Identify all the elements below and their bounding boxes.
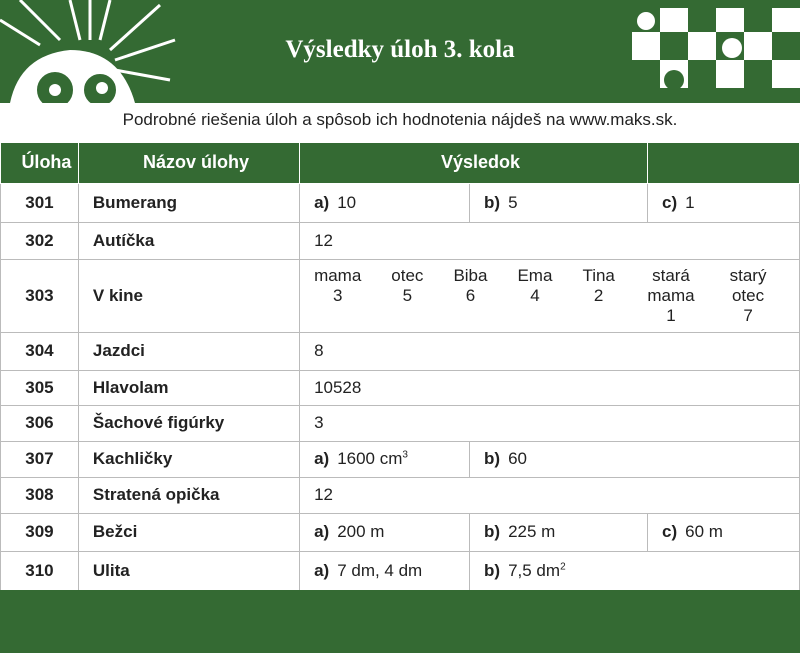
part-value: 60	[508, 449, 527, 468]
result-value: 10528	[300, 370, 800, 405]
result-b	[470, 513, 648, 551]
task-number: 310	[1, 551, 79, 591]
task-number: 301	[1, 183, 79, 222]
header-banner	[0, 0, 800, 103]
result-b	[470, 551, 800, 591]
table-row	[1, 332, 800, 370]
task-number: 308	[1, 477, 79, 513]
task-number: 302	[1, 222, 79, 259]
header-name: Názov úlohy	[78, 143, 299, 183]
part-label: b)	[484, 561, 501, 580]
part-value: 7 dm, 4 dm	[337, 561, 423, 580]
task-number: 305	[1, 370, 79, 405]
task-number: 303	[1, 259, 79, 332]
table-header-row	[1, 143, 800, 183]
task-name: Bežci	[78, 513, 299, 551]
task-name: Hlavolam	[78, 370, 299, 405]
table-row	[1, 441, 800, 477]
part-value: 200 m	[337, 522, 385, 541]
result-a	[300, 551, 470, 591]
part-value: 10	[337, 192, 357, 212]
task-number: 307	[1, 441, 79, 477]
person-result: starý otec 7	[729, 265, 767, 325]
table-row	[1, 551, 800, 591]
task-name: Autíčka	[78, 222, 299, 259]
result-a	[300, 513, 470, 551]
part-value: 5	[508, 192, 518, 212]
result-value: 3	[300, 405, 800, 441]
table-row	[1, 183, 800, 222]
part-label: c)	[662, 522, 678, 541]
table-row	[1, 370, 800, 405]
task-name: Jazdci	[78, 332, 299, 370]
header-task: Úloha	[1, 143, 79, 183]
exponent: 3	[402, 449, 408, 461]
task-name: Bumerang	[78, 183, 299, 222]
table-row	[1, 222, 800, 259]
person-result: mama 3	[314, 265, 362, 305]
result-value: 12	[300, 477, 800, 513]
task-number: 304	[1, 332, 79, 370]
part-value: 1600 cm	[337, 449, 403, 468]
header-empty	[648, 143, 800, 183]
task-name: V kine	[78, 259, 299, 332]
header-result: Výsledok	[300, 143, 648, 183]
footer-bar	[0, 590, 800, 653]
result-b	[470, 183, 648, 222]
result-a	[300, 183, 470, 222]
result-a	[300, 441, 470, 477]
part-label: a)	[314, 522, 330, 541]
subtitle: Podrobné riešenia úloh a spôsob ich hodnotenia nájdeš na www.maks.sk.	[122, 110, 678, 129]
part-label: b)	[484, 449, 501, 468]
part-label: c)	[662, 192, 678, 212]
table-row	[1, 259, 800, 332]
part-value: 7,5 dm	[508, 561, 561, 580]
task-name: Šachové figúrky	[78, 405, 299, 441]
result-value: 8	[300, 332, 800, 370]
part-value: 225 m	[508, 522, 556, 541]
chessboard-logo-icon	[632, 8, 800, 103]
part-value: 1	[685, 192, 695, 212]
task-number: 309	[1, 513, 79, 551]
table-row	[1, 513, 800, 551]
part-label: b)	[484, 192, 501, 212]
seating-result	[314, 260, 799, 332]
task-name: Stratená opička	[78, 477, 299, 513]
task-number: 306	[1, 405, 79, 441]
part-label: a)	[314, 192, 330, 212]
person-result: otec 5	[391, 265, 424, 305]
task-name: Kachličky	[78, 441, 299, 477]
person-result: stará mama 1	[647, 265, 695, 325]
results-table	[0, 143, 800, 592]
part-label: b)	[484, 522, 501, 541]
exponent: 2	[560, 561, 566, 573]
person-result: Biba 6	[453, 265, 488, 305]
person-result: Tina 2	[582, 265, 615, 305]
part-label: a)	[314, 561, 330, 580]
person-result: Ema 4	[517, 265, 553, 305]
result-c	[648, 513, 800, 551]
result-b	[470, 441, 800, 477]
result-value: 12	[300, 222, 800, 259]
result-c	[648, 183, 800, 222]
part-label: a)	[314, 449, 330, 468]
table-row	[1, 477, 800, 513]
table-row	[1, 405, 800, 441]
part-value: 60 m	[685, 522, 723, 541]
task-name: Ulita	[78, 551, 299, 591]
page-title: Výsledky úloh 3. kola	[285, 36, 515, 63]
